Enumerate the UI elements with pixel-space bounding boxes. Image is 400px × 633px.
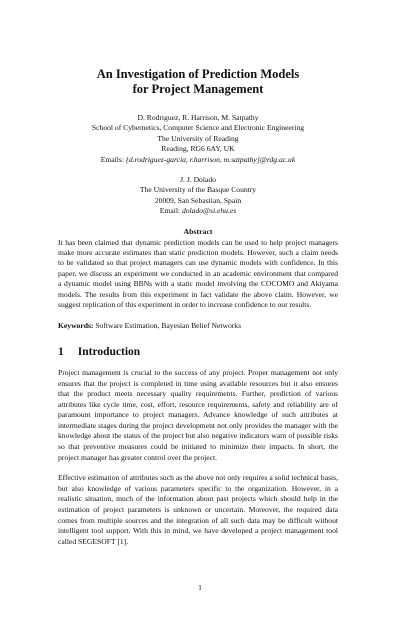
authors-group-2: J. J. Dolado: [180, 175, 216, 185]
keywords-line: [58, 321, 338, 331]
affiliation-2-line-1: The University of the Basque Country: [139, 185, 257, 195]
keywords-label: Keywords:: [58, 320, 94, 330]
abstract-text: It has been claimed that dynamic prediction models can be used to help project managers make more accurate estimates than static prediction models. However, such a claim needs to be validated so that project managers can use dynamic models with confidence. In this paper, we discuss an experiment we conducted in an academic environment that compared a dynamic model using BBNs with a static model involving the COCOMO and Akiyama models. The results from this experiment in fact validate the above claim. However, we suggest replication of this experiment in order to increase confidence to our results.: [58, 237, 338, 310]
emails-line: [58, 155, 338, 165]
email-line-2: [58, 206, 338, 216]
section-number: 1: [58, 345, 64, 358]
authors-group-1: D. Rodriguez, R. Harrison, M. Satpathy: [137, 113, 259, 122]
section-title: Introduction: [77, 345, 141, 358]
paper-page: [0, 67, 400, 633]
keywords-value: Software Estimation, Bayesian Belief Networks: [93, 320, 242, 330]
emails-value: {d.rodriguez-garcia, r.harrison, m.satpathy}@rdg.ac.uk: [125, 154, 296, 164]
abstract-heading: Abstract: [183, 226, 213, 236]
affiliation-1-line-1: School of Cybernetics, Computer Science and Electronic Engineering: [91, 123, 305, 133]
intro-paragraph-1: Project management is crucial to the success of any project. Proper management not only ensures that the project is completed in time using available resources but it also ensures that the product meets necessary quality requirements. Further, prediction of various attributes like cycle time, cost, effort, resource requirements, safety and reliability are of paramount importance to project managers. Advance knowledge of such attributes at intermediate stages during the project development not only provides the manager with the knowledge about the status of the project but also negative indicators warn of possible risks so that preventive measures could be initiated to minimize their impacts. In short, the project manager has greater control over the project.: [58, 367, 338, 462]
section-heading: [58, 345, 338, 359]
author-group-gap: [58, 165, 338, 175]
affiliation-1-line-2: The University of Reading: [157, 133, 239, 143]
email-2-value: dolado@si.ehu.es: [181, 206, 237, 216]
title-line-2: for Project Management: [132, 82, 264, 96]
title-line-1: An Investigation of Prediction Models: [96, 67, 300, 81]
intro-paragraph-2: Effective estimation of attributes such as the above not only requires a solid technical basis, but also knowledge of various parameters specific to the organization. However, in a realistic situation, much of the information about past projects which should help in the estimation of project parameters is unknown or uncertain. Moreover, the required data comes from multiple sources and the integration of all such data may be difficult without intelligent tool support. With this in mind, we have developed a project management tool called SEGESOFT [1].: [58, 473, 338, 546]
paper-title: [58, 67, 338, 97]
email-2-label: Email:: [159, 206, 182, 216]
page-number: 1: [198, 583, 202, 592]
affiliation-1-line-3: Reading, RG6 6AY, UK: [161, 144, 235, 154]
author-block: [58, 113, 338, 217]
affiliation-2-line-2: 20009, San Sebastian, Spain: [154, 195, 242, 205]
emails-label: Emails:: [100, 154, 126, 164]
